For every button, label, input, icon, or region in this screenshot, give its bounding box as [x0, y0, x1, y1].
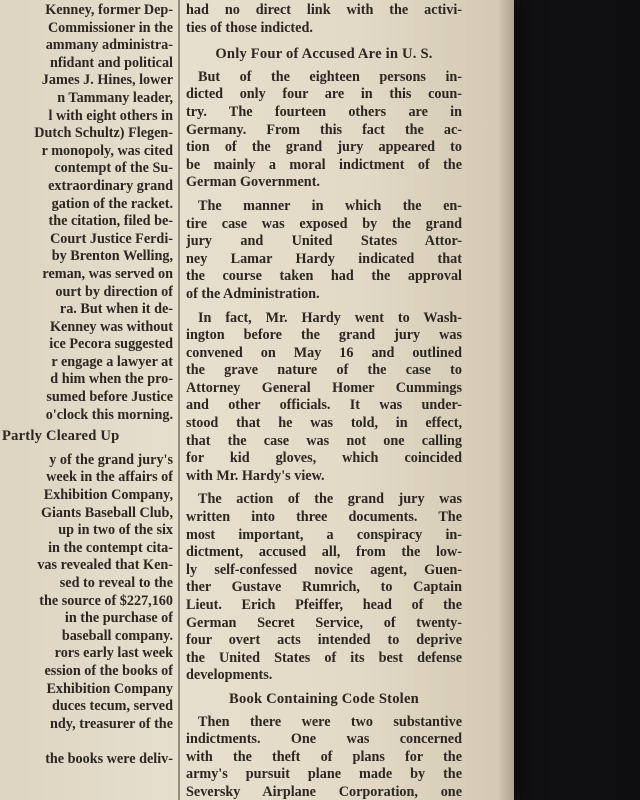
text-line: try. The fourteen others are in [186, 103, 462, 120]
text-line: n Tammany leader, [57, 89, 173, 106]
text-line: indictments. One was concerned [186, 731, 462, 748]
text-line: reman, was served on [42, 265, 173, 282]
paragraph-manner-exposed [186, 198, 462, 310]
text-line: dictment, accused all, from the low- [186, 544, 462, 561]
text-line: most important, a conspiracy in- [186, 526, 462, 543]
text-line: Seversky Airplane Corporation, one [186, 783, 462, 800]
left-column-heading: Partly Cleared Up [2, 428, 120, 445]
text-line: that the case was not one calling [186, 432, 462, 449]
text-line: Kenney, former Dep- [45, 2, 173, 18]
text-line: sumed before Justice [46, 389, 173, 406]
text-line: ndy, treasurer of the [50, 715, 173, 732]
text-line: up in two of the six [58, 522, 173, 539]
text-line: nfidant and political [50, 54, 173, 71]
left-column-top-lines [0, 2, 173, 424]
subheading-only-four-accused: Only Four of Accused Are in U. S. [215, 46, 433, 63]
right-column [186, 0, 462, 800]
text-line: James J. Hines, lower [41, 72, 173, 89]
text-line: developments. [186, 667, 273, 684]
text-line: gation of the racket. [51, 195, 173, 212]
text-line: jury and United States Attor- [186, 233, 462, 250]
text-line: the grave nature of the case to [186, 362, 462, 379]
text-line: Exhibition Company, [43, 487, 173, 504]
text-line: ammany administra- [45, 37, 173, 54]
text-line: dicted only four are in this coun- [186, 86, 462, 103]
text-line: o'clock this morning. [45, 406, 173, 423]
text-line: Kenney was without [50, 318, 173, 335]
text-line: r engage a lawyer at [51, 353, 173, 370]
text-line: Giants Baseball Club, [40, 504, 173, 521]
text-line: by Brenton Welling, [51, 248, 173, 265]
text-line: The manner in which the en- [198, 197, 462, 214]
text-line: Germany. From this fact the ac- [186, 121, 462, 138]
text-line: the books were deliv- [45, 750, 173, 767]
text-line: contempt of the Su- [54, 160, 173, 177]
text-line: stood that he was told, in effect, [186, 415, 462, 432]
text-line: the course taken had the approval [186, 268, 462, 285]
text-line: Then there were two substantive [198, 713, 462, 730]
text-line: tire case was exposed by the grand [186, 215, 462, 232]
text-line: The action of the grand jury was [198, 491, 462, 508]
text-line: in the contempt cita- [48, 539, 173, 556]
paragraph-hardy-washington [186, 310, 462, 492]
text-line: extraordinary grand [48, 177, 173, 194]
text-line: r monopoly, was cited [41, 142, 173, 159]
text-line: baseball company. [61, 627, 173, 644]
text-line: Lieut. Erich Pfeiffer, head of the [186, 597, 462, 613]
text-line: duces tecum, served [52, 698, 173, 715]
text-line: y of the grand jury's [49, 451, 173, 468]
paragraph-three-documents [186, 491, 462, 685]
text-line: with the theft of plans for the [186, 748, 462, 765]
text-line: week in the affairs of [46, 469, 173, 486]
text-line: vas revealed that Ken- [37, 557, 173, 574]
text-line: the source of $227,160 [39, 592, 173, 609]
text-line: ly self-confessed novice agent, Guen- [186, 561, 462, 578]
text-line: ession of the books of [44, 662, 173, 679]
paragraph-substantive-indictments [186, 714, 462, 800]
text-line: Attorney General Homer Cummings [186, 379, 462, 396]
text-line: ourt by direction of [55, 283, 173, 300]
text-line: and other officials. It was under- [186, 397, 462, 414]
text-line: tion of the grand jury appeared to [186, 139, 462, 156]
text-line: of the Administration. [186, 285, 320, 302]
text-line: the citation, filed be- [48, 213, 173, 230]
column-rule [178, 0, 180, 800]
text-line: ington before the grand jury was [186, 327, 462, 344]
text-line: army's pursuit plane made by the [186, 766, 462, 783]
text-line: But of the eighteen persons in- [198, 68, 462, 85]
page-edge-shadow [498, 0, 514, 800]
text-line: ney Lamar Hardy indicated that [186, 250, 462, 267]
text-line: convened on May 16 and outlined [186, 344, 462, 361]
text-line: Commissioner in the [47, 19, 173, 36]
paragraph-eighteen-persons [186, 69, 462, 198]
text-line: the United States of its best defense [186, 649, 462, 666]
text-line: ties of those indicted. [186, 19, 313, 36]
text-line: Court Justice Ferdi- [50, 230, 173, 247]
text-line: written into three documents. The [186, 509, 462, 526]
text-line: four overt acts intended to deprive [186, 632, 462, 649]
text-line: be mainly a moral indictment of the [186, 156, 462, 173]
text-line: German Secret Service, of twenty- [186, 614, 462, 631]
text-line [0, 733, 173, 751]
text-line: had no direct link with the activi- [186, 2, 462, 18]
text-line: Exhibition Company [46, 680, 173, 697]
text-line: In fact, Mr. Hardy went to Wash- [198, 309, 462, 326]
text-line: ice Pecora suggested [49, 336, 173, 353]
text-line: in the purchase of [64, 610, 173, 627]
text-line: German Government. [186, 174, 320, 191]
subheading-book-code-stolen: Book Containing Code Stolen [229, 690, 419, 707]
text-line: with Mr. Hardy's view. [186, 467, 325, 484]
left-column-bottom-lines [0, 452, 173, 769]
text-line: ra. But when it de- [59, 301, 173, 318]
right-column-top-lines [186, 2, 462, 37]
text-line: sed to reveal to the [59, 575, 173, 591]
text-line: d him when the pro- [50, 371, 173, 388]
text-line: for kid gloves, which coincided [186, 450, 462, 467]
text-line: rors early last week [54, 645, 173, 662]
left-column [0, 0, 173, 769]
text-line: l with eight others in [48, 107, 173, 124]
text-line: Dutch Schultz) Flegen- [34, 125, 173, 142]
text-line: ther Gustave Rumrich, to Captain [186, 579, 462, 596]
